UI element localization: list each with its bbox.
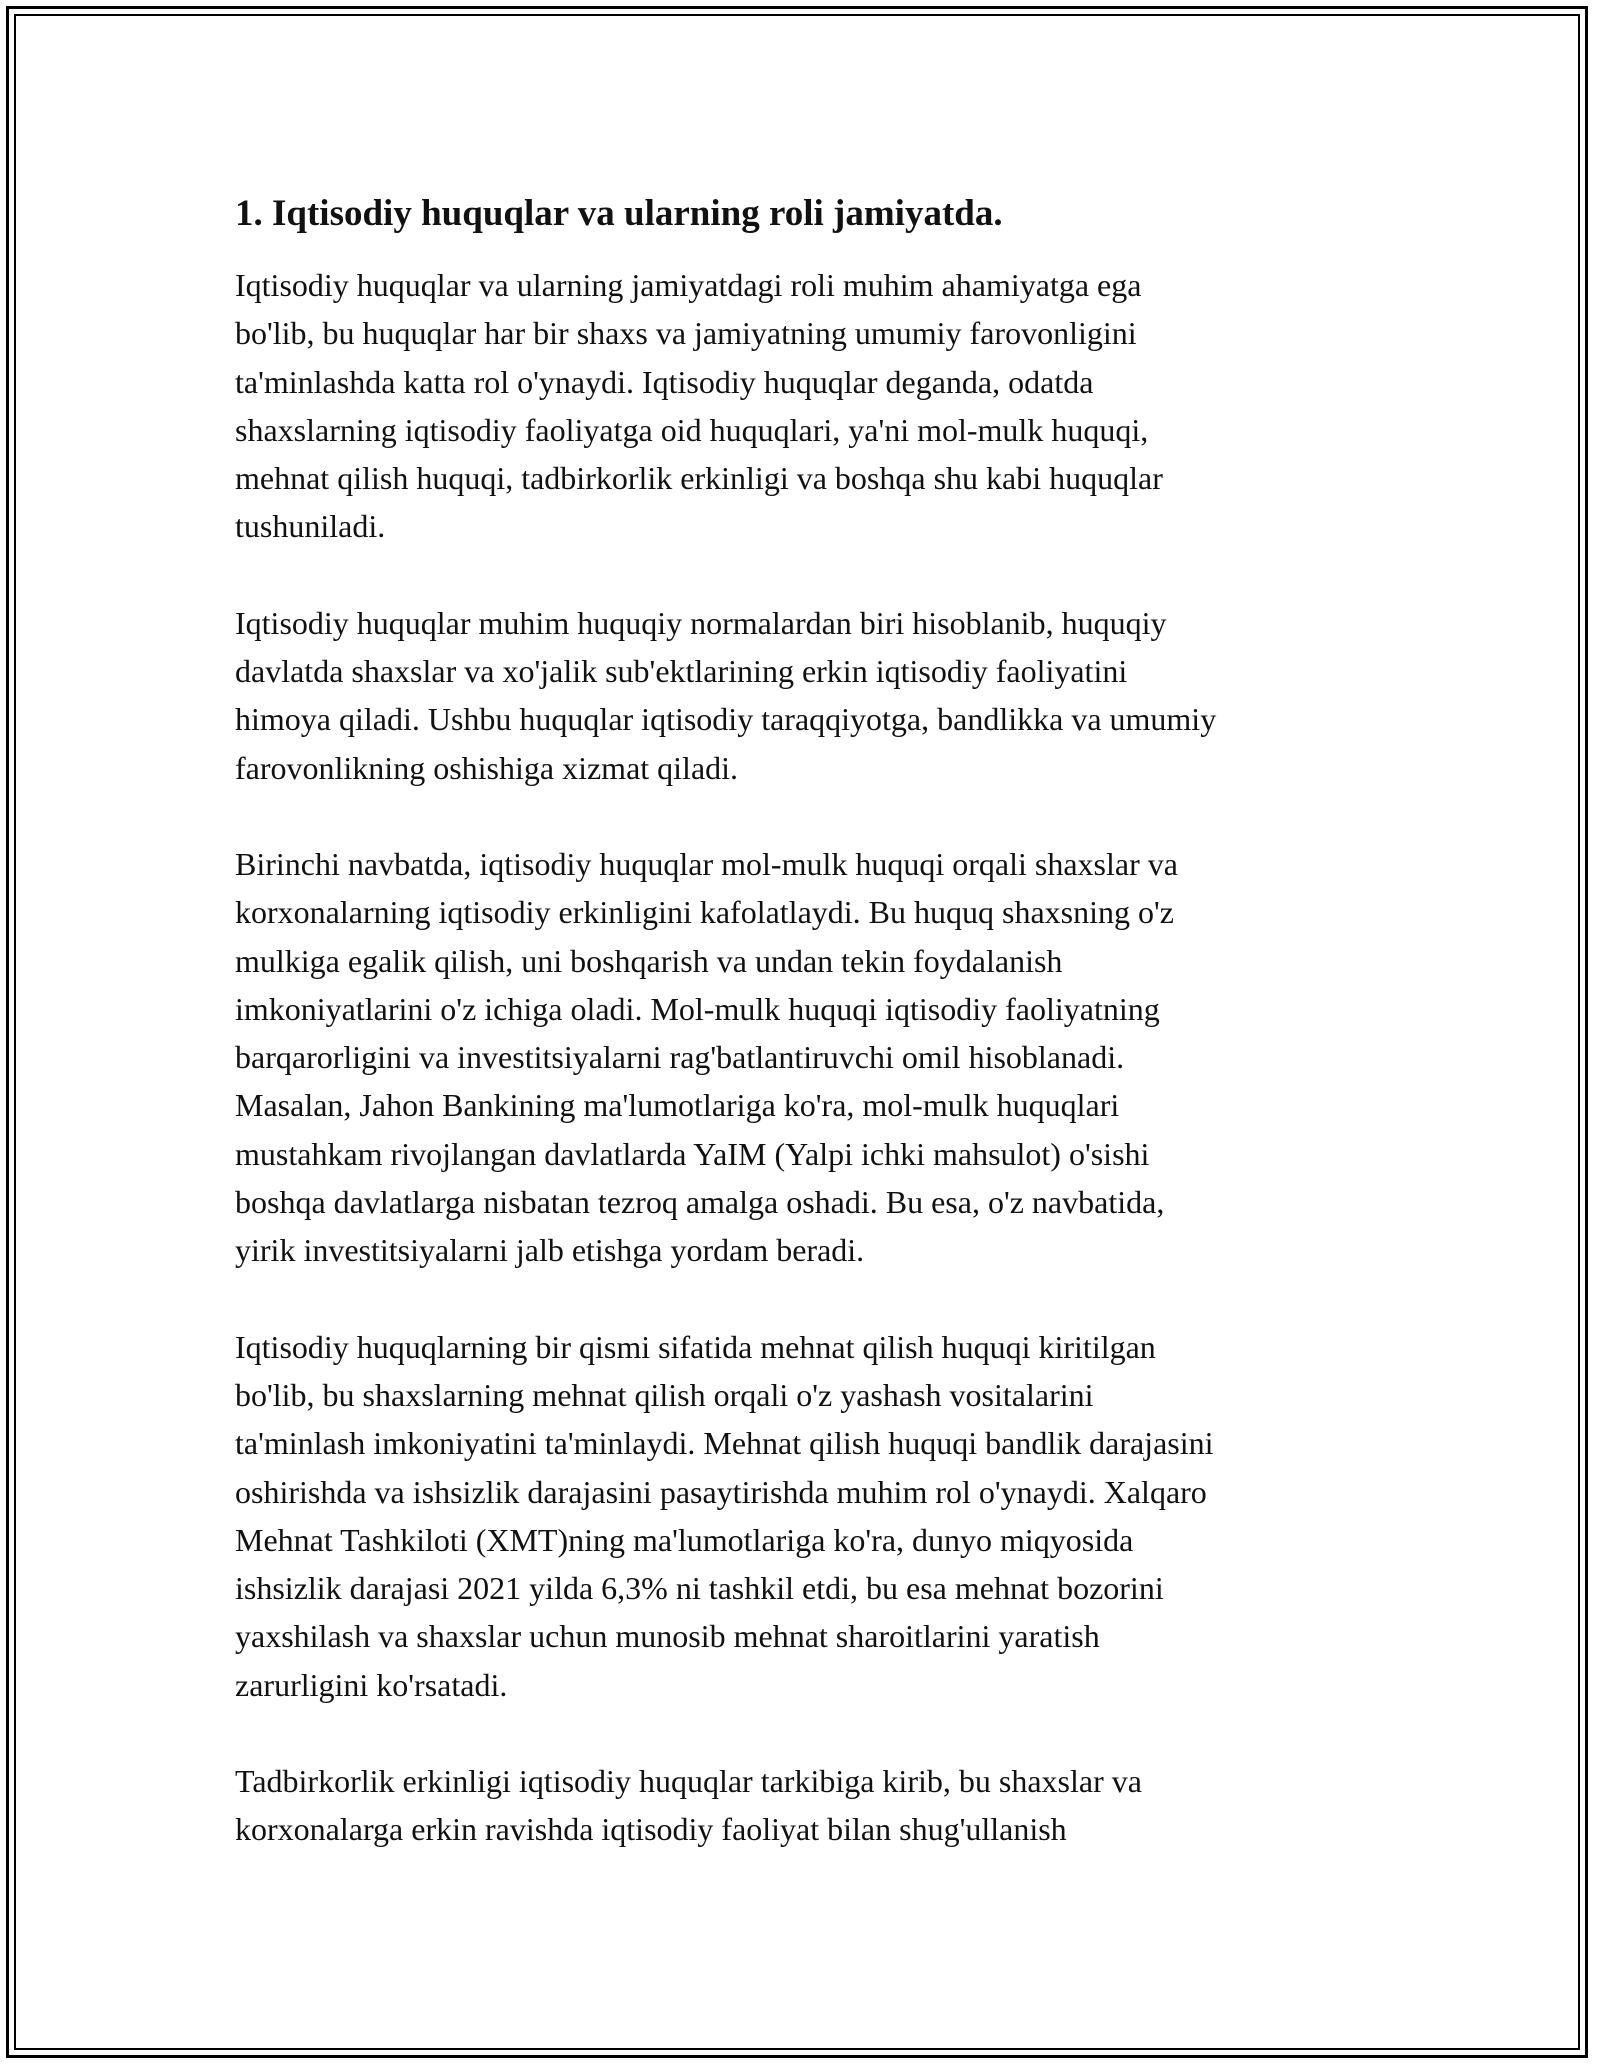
paragraph-4 [235,1323,1415,1709]
paragraph-2 [235,599,1415,792]
text-line: himoya qiladi. Ushbu huquqlar iqtisodiy taraqqiyotga, bandlikka va umumiy [235,701,1217,738]
text-line: mulkiga egalik qilish, uni boshqarish va undan tekin foydalanish [235,942,1063,979]
text-line: oshirishda va ishsizlik darajasini pasaytirishda muhim rol o'ynaydi. Xalqaro [235,1473,1207,1510]
text-line: farovonlikning oshishiga xizmat qiladi. [235,749,739,786]
text-line: ishsizlik darajasi 2021 yilda 6,3% ni tashkil etdi, bu esa mehnat bozorini [235,1570,1164,1607]
section-heading: 1. Iqtisodiy huquqlar va ularning roli jamiyatda. [235,193,1003,234]
text-line: Iqtisodiy huquqlar muhim huquqiy normalardan biri hisoblanib, huquqiy [235,604,1167,641]
text-line: imkoniyatlarini o'z ichiga oladi. Mol-mulk huquqi iqtisodiy faoliyatning [235,990,1160,1027]
text-line: bo'lib, bu shaxslarning mehnat qilish orqali o'z yashash vositalarini [235,1376,1094,1413]
text-line: korxonalarga erkin ravishda iqtisodiy faoliyat bilan shug'ullanish [235,1811,1067,1848]
paragraph-5 [235,1757,1415,1854]
text-line: yirik investitsiyalarni jalb etishga yordam beradi. [235,1232,865,1269]
text-line: boshqa davlatlarga nisbatan tezroq amalga oshadi. Bu esa, o'z navbatida, [235,1184,1165,1221]
text-line: zarurligini ko'rsatadi. [235,1666,508,1703]
text-line: tushuniladi. [235,508,386,545]
text-line: korxonalarning iqtisodiy erkinligini kafolatlaydi. Bu huquq shaxsning o'z [235,894,1174,931]
text-line: Masalan, Jahon Bankining ma'lumotlariga ko'ra, mol-mulk huquqlari [235,1087,1120,1124]
text-line: Tadbirkorlik erkinligi iqtisodiy huquqlar tarkibiga kirib, bu shaxslar va [235,1763,1142,1800]
text-line: davlatda shaxslar va xo'jalik sub'ektlarining erkin iqtisodiy faoliyatini [235,653,1128,690]
paragraph-3 [235,840,1415,1275]
text-line: bo'lib, bu huquqlar har bir shaxs va jamiyatning umumiy farovonligini [235,315,1137,352]
document-body [235,190,1415,1902]
text-line: mehnat qilish huquqi, tadbirkorlik erkinligi va boshqa shu kabi huquqlar [235,460,1163,497]
text-line: Mehnat Tashkiloti (XMT)ning ma'lumotlariga ko'ra, dunyo miqyosida [235,1521,1134,1558]
text-line: shaxslarning iqtisodiy faoliyatga oid huquqlari, ya'ni mol-mulk huquqi, [235,411,1149,448]
text-line: Iqtisodiy huquqlar va ularning jamiyatdagi roli muhim ahamiyatga ega [235,267,1142,303]
text-line: Iqtisodiy huquqlarning bir qismi sifatida mehnat qilish huquqi kiritilgan [235,1328,1156,1365]
text-line: Birinchi navbatda, iqtisodiy huquqlar mol-mulk huquqi orqali shaxslar va [235,845,1178,882]
text-line: mustahkam rivojlangan davlatlarda YaIM (Yalpi ichki mahsulot) o'sishi [235,1135,1150,1172]
text-line: barqarorligini va investitsiyalarni rag'batlantiruvchi omil hisoblanadi. [235,1039,1125,1076]
text-line: ta'minlashda katta rol o'ynaydi. Iqtisodiy huquqlar deganda, odatda [235,363,1094,400]
text-line: yaxshilash va shaxslar uchun munosib mehnat sharoitlarini yaratish [235,1618,1100,1655]
text-line: ta'minlash imkoniyatini ta'minlaydi. Mehnat qilish huquqi bandlik darajasini [235,1425,1214,1462]
paragraph-1 [235,261,1415,551]
